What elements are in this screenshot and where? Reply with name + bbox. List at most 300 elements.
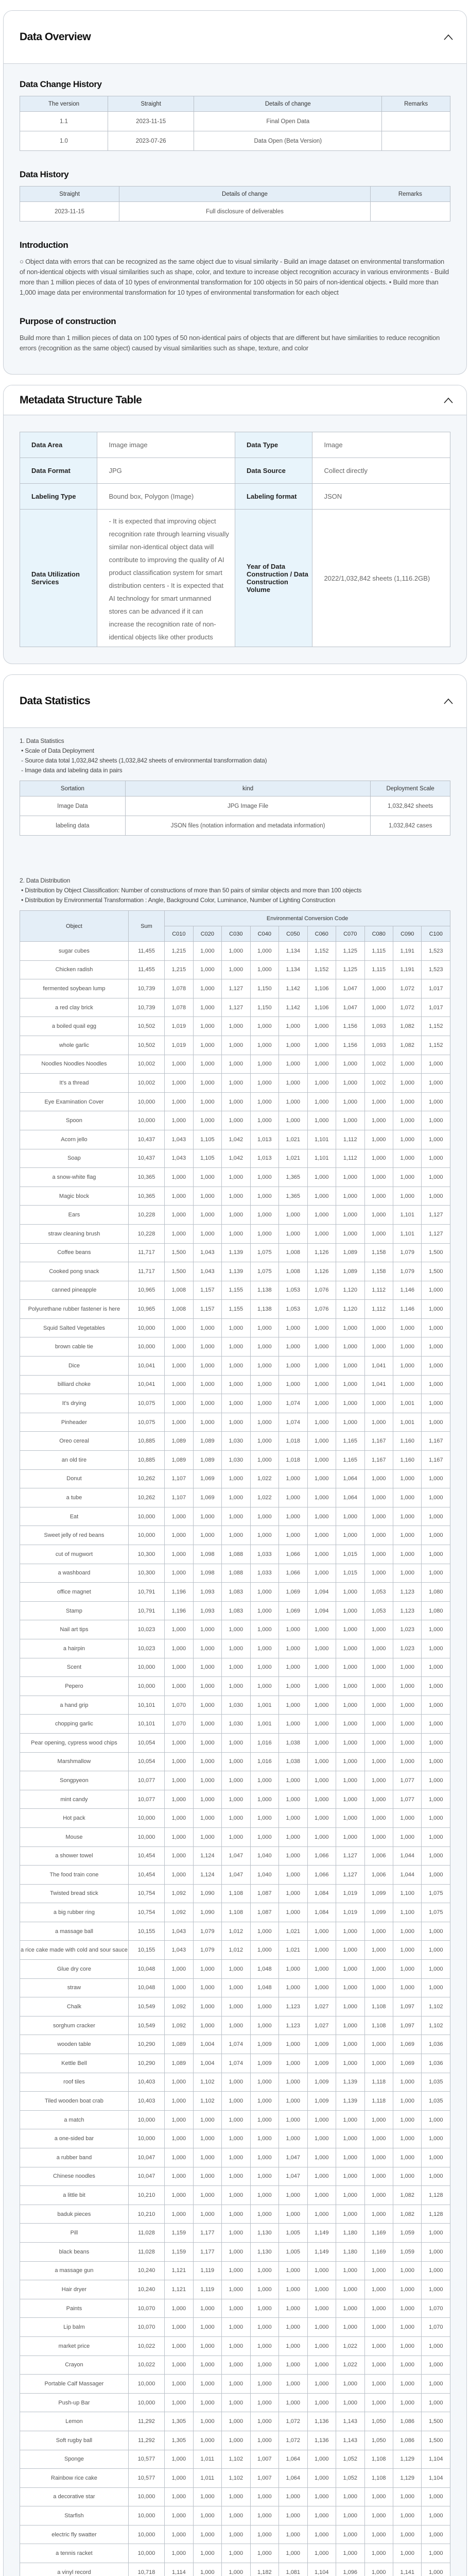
count-cell: 1,041 (364, 1375, 393, 1394)
count-cell: 1,000 (422, 1866, 450, 1885)
count-cell: 1,043 (165, 1941, 193, 1960)
table-row (20, 1978, 450, 1997)
count-cell: 1,108 (364, 2016, 393, 2035)
count-cell: 1,000 (364, 2148, 393, 2167)
count-cell: 1,000 (165, 1111, 193, 1130)
count-cell: 1,047 (279, 2167, 307, 2186)
count-cell: 1,000 (193, 1055, 221, 1074)
count-cell: 1,052 (336, 2469, 364, 2488)
count-cell: 1,000 (193, 1715, 221, 1734)
count-cell: 1,000 (422, 1507, 450, 1526)
chevron-up-icon[interactable] (443, 696, 454, 707)
count-cell: 1,000 (422, 1055, 450, 1074)
metadata-key: Data Area (20, 432, 97, 458)
count-cell: 1,000 (250, 2318, 278, 2337)
object-name: a hairpin (20, 1639, 129, 1658)
count-cell: 1,000 (393, 1960, 421, 1979)
data-overview-header[interactable] (4, 11, 466, 64)
count-cell: 1,079 (193, 1941, 221, 1960)
count-cell: 1,000 (364, 2299, 393, 2318)
count-cell: 1,000 (364, 2355, 393, 2375)
count-cell: 1,000 (193, 1771, 221, 1790)
count-cell: 1,000 (393, 1507, 421, 1526)
count-cell: 1,114 (165, 2563, 193, 2576)
count-cell: 1,000 (393, 1111, 421, 1130)
count-cell: 1,000 (250, 1507, 278, 1526)
count-cell: 1,000 (165, 1960, 193, 1979)
count-cell: 1,000 (222, 1111, 250, 1130)
count-cell: 1,000 (422, 2525, 450, 2544)
object-name: Paints (20, 2299, 129, 2318)
count-cell: 1,000 (393, 2299, 421, 2318)
count-cell: 10,718 (128, 2563, 164, 2576)
metadata-header[interactable] (4, 385, 466, 415)
count-cell: 1,000 (279, 2092, 307, 2111)
count-cell: 1,053 (279, 1281, 307, 1300)
object-name: a shower towel (20, 1846, 129, 1866)
object-name: Lemon (20, 2412, 129, 2431)
count-cell: 1,500 (422, 1243, 450, 1262)
table-row (20, 1790, 450, 1809)
table-row (20, 1243, 450, 1262)
table-cell: 1.0 (20, 131, 108, 151)
count-cell: 1,180 (336, 2242, 364, 2261)
count-cell: 1,000 (165, 2393, 193, 2412)
count-cell: 1,033 (250, 1564, 278, 1583)
count-cell: 1,000 (193, 2186, 221, 2205)
count-cell: 1,196 (165, 1601, 193, 1620)
column-header: Details of change (119, 187, 370, 202)
count-cell: 1,000 (279, 1206, 307, 1225)
count-cell: 1,000 (165, 1639, 193, 1658)
count-cell: 1,042 (222, 1149, 250, 1168)
table-row (20, 1696, 450, 1715)
column-header: C020 (193, 926, 221, 942)
count-cell: 1,102 (193, 2092, 221, 2111)
object-name: sugar cubes (20, 942, 129, 961)
count-cell: 1,167 (422, 1451, 450, 1470)
count-cell: 1,000 (222, 2280, 250, 2299)
count-cell: 1,093 (193, 1583, 221, 1602)
count-cell: 1,127 (336, 1846, 364, 1866)
count-cell: 1,079 (393, 1243, 421, 1262)
object-name: The food train cone (20, 1866, 129, 1885)
count-cell: 1,083 (222, 1583, 250, 1602)
count-cell: 1,000 (422, 2506, 450, 2526)
count-cell: 1,160 (393, 1432, 421, 1451)
count-cell: 1,000 (193, 1357, 221, 1376)
count-cell: 1,000 (336, 1771, 364, 1790)
count-cell: 1,069 (393, 2035, 421, 2054)
count-cell: 1,000 (364, 1187, 393, 1206)
count-cell: 1,000 (165, 2186, 193, 2205)
count-cell: 1,000 (193, 2563, 221, 2576)
object-name: Soft rugby ball (20, 2431, 129, 2450)
count-cell: 1,102 (422, 2016, 450, 2035)
count-cell: 1,000 (193, 2129, 221, 2148)
count-cell: 1,006 (364, 1866, 393, 1885)
count-cell: 1,130 (250, 2242, 278, 2261)
count-cell: 1,000 (193, 2318, 221, 2337)
count-cell: 1,044 (393, 1866, 421, 1885)
count-cell: 10,791 (128, 1601, 164, 1620)
count-cell: 1,120 (336, 1300, 364, 1319)
count-cell: 1,000 (193, 1017, 221, 1036)
count-cell: 1,000 (222, 1488, 250, 1507)
count-cell: 10,000 (128, 2487, 164, 2506)
count-cell: 1,000 (250, 1827, 278, 1846)
column-header: C050 (279, 926, 307, 942)
count-cell: 1,000 (336, 1997, 364, 2016)
count-cell: 1,075 (250, 1243, 278, 1262)
count-cell: 1,000 (165, 2525, 193, 2544)
count-cell: 1,000 (364, 1978, 393, 1997)
object-name: Soap (20, 1149, 129, 1168)
statistics-line: - Image data and labeling data in pairs (20, 767, 123, 774)
count-cell: 1,000 (250, 1337, 278, 1357)
object-name: Rainbow rice cake (20, 2469, 129, 2488)
count-cell: 1,015 (336, 1564, 364, 1583)
object-name: an old tire (20, 1451, 129, 1470)
count-cell: 1,139 (222, 1243, 250, 1262)
table-row (20, 1206, 450, 1225)
table-row (20, 1771, 450, 1790)
count-cell: 1,191 (393, 942, 421, 961)
count-cell: 1,119 (193, 2261, 221, 2280)
count-cell: 1,000 (422, 1978, 450, 1997)
metadata-key: Data Type (235, 432, 312, 458)
object-name: a vinyl record (20, 2563, 129, 2576)
count-cell: 1,104 (422, 2450, 450, 2469)
object-name: Oreo cereal (20, 1432, 129, 1451)
col-group-env-code: Environmental Conversion Code (165, 911, 450, 926)
count-cell: 1,106 (307, 998, 336, 1017)
count-cell: 1,000 (222, 1733, 250, 1752)
count-cell: 1,101 (307, 1130, 336, 1149)
chevron-up-icon[interactable] (443, 31, 454, 43)
table-row (20, 1413, 450, 1432)
count-cell: 1,000 (279, 2261, 307, 2280)
count-cell: 1,000 (193, 1507, 221, 1526)
object-name: black beans (20, 2242, 129, 2261)
count-cell: 1,000 (250, 2167, 278, 2186)
count-cell: 1,000 (422, 2167, 450, 2186)
count-cell: 1,069 (393, 2054, 421, 2073)
count-cell: 1,123 (279, 2016, 307, 2035)
table-row (20, 2336, 450, 2355)
count-cell: 1,118 (364, 2073, 393, 2092)
object-name: Spoon (20, 1111, 129, 1130)
object-name: a rice cake made with cold and sour sauce (20, 1941, 129, 1960)
count-cell: 1,000 (336, 2016, 364, 2035)
count-cell: 1,000 (307, 1733, 336, 1752)
object-name: Pinheader (20, 1413, 129, 1432)
count-cell: 1,000 (393, 2318, 421, 2337)
count-cell: 1,047 (222, 1846, 250, 1866)
count-cell: 1,000 (422, 1922, 450, 1941)
object-name: a massage gun (20, 2261, 129, 2280)
count-cell: 1,000 (422, 1715, 450, 1734)
count-cell: 1,000 (336, 1677, 364, 1696)
count-cell: 1,017 (422, 998, 450, 1017)
count-cell: 1,000 (193, 2375, 221, 2394)
count-cell: 1,000 (279, 1846, 307, 1866)
count-cell: 1,177 (193, 2224, 221, 2243)
count-cell: 10,000 (128, 1092, 164, 1111)
count-cell: 10,000 (128, 1337, 164, 1357)
table-cell: Data Open (Beta Version) (194, 131, 382, 151)
count-cell: 1,000 (393, 2129, 421, 2148)
count-cell: 1,000 (250, 2487, 278, 2506)
metadata-key: Data Utilization Services (20, 510, 97, 647)
count-cell: 1,000 (336, 1960, 364, 1979)
count-cell: 1,098 (193, 1564, 221, 1583)
count-cell: 1,142 (279, 979, 307, 998)
object-name: Polyurethane rubber fastener is here (20, 1300, 129, 1319)
count-cell: 1,000 (336, 1375, 364, 1394)
count-cell: 1,000 (307, 1187, 336, 1206)
count-cell: 1,125 (336, 960, 364, 979)
count-cell: 1,000 (336, 1601, 364, 1620)
count-cell: 1,008 (279, 1262, 307, 1281)
count-cell: 1,000 (165, 1074, 193, 1093)
count-cell: 1,000 (165, 1055, 193, 1074)
count-cell: 1,098 (193, 1545, 221, 1564)
count-cell: 1,000 (307, 2205, 336, 2224)
count-cell: 1,005 (279, 2224, 307, 2243)
count-cell: 1,000 (193, 1809, 221, 1828)
table-row (20, 2186, 450, 2205)
count-cell: 1,000 (279, 1224, 307, 1243)
count-cell: 1,000 (364, 2506, 393, 2526)
count-cell: 1,000 (279, 1677, 307, 1696)
object-name: a rubber band (20, 2148, 129, 2167)
count-cell: 1,000 (422, 1318, 450, 1337)
count-cell: 1,165 (336, 1432, 364, 1451)
count-cell: 1,000 (250, 1620, 278, 1639)
table-row (20, 1677, 450, 1696)
count-cell: 1,000 (193, 1187, 221, 1206)
count-cell: 1,036 (422, 2054, 450, 2073)
count-cell: 1,156 (336, 1017, 364, 1036)
count-cell: 11,292 (128, 2431, 164, 2450)
count-cell: 1,000 (393, 1922, 421, 1941)
count-cell: 1,000 (393, 1658, 421, 1677)
count-cell: 1,000 (422, 1809, 450, 1828)
count-cell: 1,000 (393, 1564, 421, 1583)
count-cell: 1,000 (307, 1469, 336, 1488)
count-cell: 1,000 (307, 1074, 336, 1093)
count-cell: 1,059 (393, 2224, 421, 2243)
count-cell: 1,177 (193, 2242, 221, 2261)
count-cell: 1,215 (165, 960, 193, 979)
count-cell: 1,000 (307, 1451, 336, 1470)
object-name: Sweet jelly of red beans (20, 1526, 129, 1545)
count-cell: 1,053 (364, 1601, 393, 1620)
count-cell: 1,000 (193, 979, 221, 998)
count-cell: 1,000 (222, 2431, 250, 2450)
count-cell: 1,087 (250, 1903, 278, 1922)
count-cell: 1,000 (193, 2544, 221, 2563)
count-cell: 1,000 (279, 1960, 307, 1979)
count-cell: 1,000 (279, 1375, 307, 1394)
count-cell: 1,101 (393, 1224, 421, 1243)
count-cell: 1,043 (193, 1243, 221, 1262)
count-cell: 1,000 (165, 1187, 193, 1206)
count-cell: 1,158 (364, 1243, 393, 1262)
count-cell: 1,500 (165, 1262, 193, 1281)
object-name: Pill (20, 2224, 129, 2243)
count-cell: 1,000 (250, 2355, 278, 2375)
column-header: C070 (336, 926, 364, 942)
count-cell: 1,000 (165, 1168, 193, 1187)
count-cell: 1,000 (336, 1639, 364, 1658)
count-cell: 1,000 (393, 1677, 421, 1696)
count-cell: 1,000 (193, 1337, 221, 1357)
count-cell: 10,549 (128, 1997, 164, 2016)
count-cell: 1,000 (422, 2563, 450, 2576)
count-cell: 1,000 (193, 1639, 221, 1658)
count-cell: 1,000 (222, 2563, 250, 2576)
count-cell: 1,150 (250, 998, 278, 1017)
count-cell: 1,000 (250, 1583, 278, 1602)
count-cell: 1,000 (165, 1978, 193, 1997)
count-cell: 1,000 (193, 1790, 221, 1809)
count-cell: 1,000 (364, 979, 393, 998)
count-cell: 1,000 (364, 2129, 393, 2148)
chevron-up-icon[interactable] (443, 395, 454, 406)
count-cell: 1,000 (279, 1111, 307, 1130)
count-cell: 1,022 (250, 1469, 278, 1488)
count-cell: 1,000 (193, 998, 221, 1017)
table-row (20, 2375, 450, 2394)
count-cell: 1,000 (279, 1884, 307, 1903)
count-cell: 1,000 (393, 1375, 421, 1394)
count-cell: 1,000 (250, 2016, 278, 2035)
count-cell: 1,000 (165, 1866, 193, 1885)
count-cell: 10,000 (128, 2375, 164, 2394)
table-row (20, 2487, 450, 2506)
table-row (20, 2242, 450, 2261)
count-cell: 1,158 (364, 1262, 393, 1281)
count-cell: 1,000 (336, 1394, 364, 1413)
count-cell: 1,000 (222, 1092, 250, 1111)
count-cell: 1,000 (193, 1375, 221, 1394)
count-cell: 1,030 (222, 1432, 250, 1451)
object-name: Glue dry core (20, 1960, 129, 1979)
count-cell: 1,000 (307, 2506, 336, 2526)
metadata-key: Data Format (20, 458, 97, 484)
count-cell: 1,000 (393, 2487, 421, 2506)
count-cell: 1,000 (422, 1281, 450, 1300)
count-cell: 1,000 (165, 2544, 193, 2563)
count-cell: 1,112 (364, 1281, 393, 1300)
count-cell: 1,000 (279, 1715, 307, 1734)
count-cell: 1,000 (279, 1658, 307, 1677)
object-name: Pepero (20, 1677, 129, 1696)
count-cell: 1,139 (222, 1262, 250, 1281)
table-row (20, 2129, 450, 2148)
count-cell: 1,000 (279, 1771, 307, 1790)
count-cell: 1,000 (336, 1733, 364, 1752)
count-cell: 1,009 (307, 2035, 336, 2054)
count-cell: 1,000 (393, 1978, 421, 1997)
count-cell: 1,000 (279, 2336, 307, 2355)
count-cell: 1,000 (393, 1092, 421, 1111)
count-cell: 11,292 (128, 2412, 164, 2431)
count-cell: 11,028 (128, 2242, 164, 2261)
count-cell: 1,000 (279, 1978, 307, 1997)
count-cell: 1,000 (364, 2280, 393, 2299)
count-cell: 1,000 (222, 1960, 250, 1979)
count-cell: 1,000 (364, 2393, 393, 2412)
count-cell: 1,000 (364, 1507, 393, 1526)
count-cell: 1,100 (393, 1884, 421, 1903)
count-cell: 1,000 (364, 2261, 393, 2280)
object-name: Hair dryer (20, 2280, 129, 2299)
count-cell: 1,082 (393, 2205, 421, 2224)
count-cell: 1,000 (307, 1564, 336, 1583)
column-header: C010 (165, 926, 193, 942)
count-cell: 1,000 (393, 1055, 421, 1074)
count-cell: 1,000 (364, 1488, 393, 1507)
count-cell: 1,000 (193, 960, 221, 979)
count-cell: 1,000 (250, 2186, 278, 2205)
count-cell: 1,000 (222, 2261, 250, 2280)
object-name: chopping garlic (20, 1715, 129, 1734)
table-row (20, 1149, 450, 1168)
column-header: Deployment Scale (371, 781, 450, 796)
table-cell: JPG Image File (125, 796, 371, 816)
count-cell: 1,000 (250, 1771, 278, 1790)
count-cell: 1,000 (222, 2129, 250, 2148)
count-cell: 1,000 (364, 1960, 393, 1979)
count-cell: 1,000 (307, 2393, 336, 2412)
count-cell: 1,000 (165, 2450, 193, 2469)
count-cell: 1,000 (279, 1639, 307, 1658)
count-cell: 1,000 (307, 1357, 336, 1376)
introduction-heading: Introduction (20, 240, 68, 250)
count-cell: 1,000 (422, 1111, 450, 1130)
data-statistics-header[interactable] (4, 675, 466, 728)
count-cell: 1,000 (222, 2318, 250, 2337)
count-cell: 1,000 (364, 2318, 393, 2337)
object-name: Eat (20, 1507, 129, 1526)
count-cell: 1,000 (364, 1394, 393, 1413)
count-cell: 1,000 (307, 2261, 336, 2280)
table-row (20, 1507, 450, 1526)
count-cell: 1,000 (393, 2506, 421, 2526)
count-cell: 1,072 (393, 998, 421, 1017)
count-cell: 1,125 (336, 942, 364, 961)
count-cell: 1,072 (279, 2431, 307, 2450)
metadata-key: Year of Data Construction / Data Construction Volume (235, 510, 312, 647)
count-cell: 1,000 (250, 2393, 278, 2412)
table-row (20, 1262, 450, 1281)
count-cell: 1,050 (364, 2412, 393, 2431)
count-cell: 1,000 (279, 2073, 307, 2092)
count-cell: 1,000 (307, 1639, 336, 1658)
count-cell: 1,000 (393, 1696, 421, 1715)
count-cell: 10,754 (128, 1903, 164, 1922)
count-cell: 1,000 (307, 1055, 336, 1074)
count-cell: 1,000 (336, 2054, 364, 2073)
object-name: a match (20, 2110, 129, 2129)
object-name: canned pineapple (20, 1281, 129, 1300)
table-cell: labeling data (20, 816, 126, 836)
count-cell: 1,000 (393, 2355, 421, 2375)
count-cell: 1,000 (193, 1036, 221, 1055)
